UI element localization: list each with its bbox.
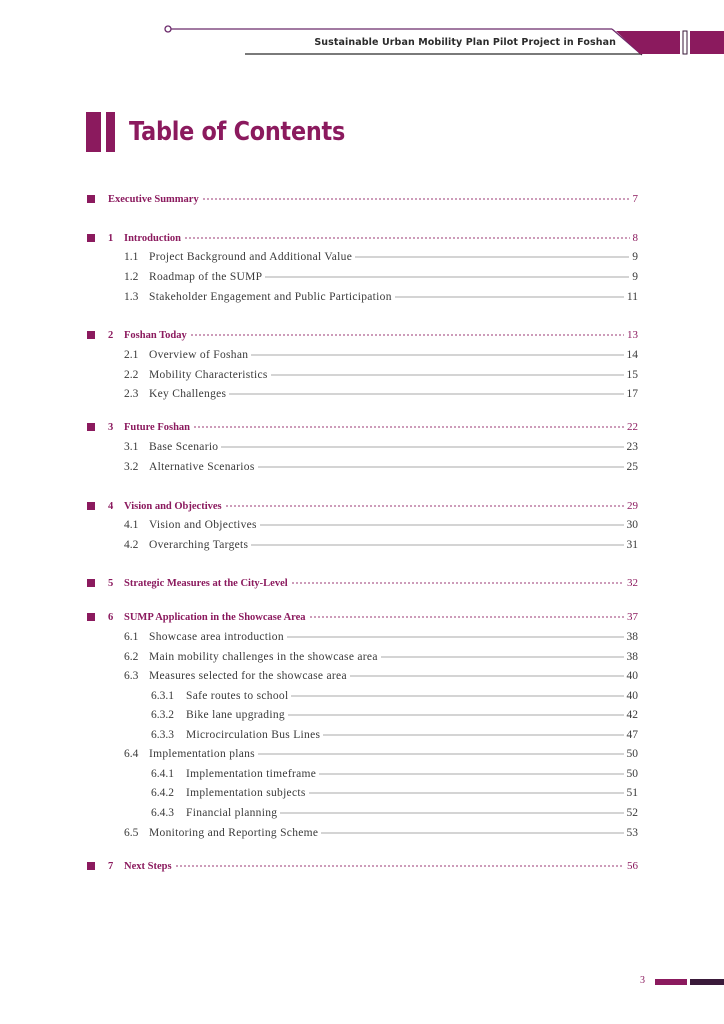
dot-leader (265, 276, 629, 278)
toc-entry[interactable] (0, 728, 724, 744)
toc-entry-line (124, 420, 638, 435)
toc-entry-page: 56 (627, 860, 638, 872)
toc-entry-title: Measures selected for the showcase area (149, 670, 347, 682)
toc-entry-line (149, 368, 638, 383)
dot-leader (251, 544, 623, 546)
toc-entry-page: 17 (626, 388, 638, 400)
toc-entry-line (149, 518, 638, 533)
toc-entry-page: 9 (632, 271, 638, 283)
toc-entry-title: Stakeholder Engagement and Public Participation (149, 291, 392, 303)
toc-entry-number: 6.5 (124, 827, 139, 839)
toc-entry-number: 3 (108, 422, 114, 433)
toc-entry-page: 15 (626, 369, 638, 381)
chapter-marker-icon (87, 195, 95, 203)
toc-entry[interactable] (0, 576, 724, 592)
toc-entry-page: 7 (632, 193, 638, 205)
toc-entry-title: Future Foshan (124, 422, 191, 433)
toc-entry-line (149, 747, 638, 762)
toc-entry-line (149, 387, 638, 402)
toc-entry-page: 53 (626, 827, 638, 839)
toc-entry-page: 14 (626, 349, 638, 361)
toc-entry-page: 47 (626, 729, 638, 741)
toc-entry-number: 1.3 (124, 291, 139, 303)
toc-entry[interactable] (0, 192, 724, 208)
dot-leader (309, 616, 624, 618)
dot-leader (319, 773, 623, 775)
toc-entry-number: 1.1 (124, 251, 139, 263)
toc-entry-line (124, 499, 638, 514)
dot-leader (395, 296, 624, 298)
toc-entry-number: 2.2 (124, 369, 139, 381)
toc-entry[interactable] (0, 368, 724, 384)
toc-entry-line (186, 806, 638, 821)
toc-entry-page: 42 (626, 709, 638, 721)
toc-entry-line (124, 576, 638, 591)
toc-entry-line (149, 460, 638, 475)
toc-entry[interactable] (0, 650, 724, 666)
dot-leader (225, 505, 624, 507)
toc-entry-number: 3.1 (124, 441, 139, 453)
toc-entry-line (186, 708, 638, 723)
toc-entry-page: 11 (626, 291, 638, 303)
toc-entry[interactable] (0, 708, 724, 724)
toc-entry-title: Main mobility challenges in the showcase area (149, 651, 378, 663)
dot-leader (190, 334, 624, 336)
toc-entry-page: 29 (627, 500, 638, 512)
dot-leader (291, 695, 623, 697)
toc-entry-title: Overview of Foshan (149, 349, 249, 361)
toc-entry[interactable] (0, 250, 724, 266)
toc-entry-page: 23 (626, 441, 638, 453)
header-decoration (0, 0, 724, 60)
footer-bar-decoration (655, 979, 724, 985)
toc-entry-number: 6 (108, 612, 114, 623)
toc-entry-number: 1.2 (124, 271, 139, 283)
chapter-marker-icon (87, 579, 95, 587)
toc-entry-title: Mobility Characteristics (149, 369, 268, 381)
toc-entry-page: 25 (626, 461, 638, 473)
dot-leader (291, 582, 624, 584)
toc-entry-line (149, 290, 638, 305)
toc-entry-line (149, 270, 638, 285)
toc-entry[interactable] (0, 440, 724, 456)
toc-entry-line (124, 328, 638, 343)
toc-entry-line (108, 192, 638, 207)
toc-entry-line (186, 786, 638, 801)
toc-entry[interactable] (0, 499, 724, 515)
toc-entry-page: 30 (626, 519, 638, 531)
toc-entry[interactable] (0, 630, 724, 646)
dot-leader (229, 393, 623, 395)
heading-bars-decoration (86, 112, 115, 152)
toc-entry-title: SUMP Application in the Showcase Area (124, 612, 306, 623)
toc-entry-number: 2 (108, 330, 114, 341)
toc-entry[interactable] (0, 610, 724, 626)
toc-entry-number: 6.3.1 (151, 690, 174, 702)
toc-entry[interactable] (0, 270, 724, 286)
toc-entry-title: Implementation timeframe (186, 768, 317, 780)
toc-entry-line (149, 348, 638, 363)
toc-entry-number: 6.1 (124, 631, 139, 643)
toc-entry-title: Showcase area introduction (149, 631, 284, 643)
toc-entry-number: 6.4.3 (151, 807, 174, 819)
toc-entry-title: Overarching Targets (149, 539, 249, 551)
toc-entry-page: 9 (632, 251, 638, 263)
toc-entry-line (149, 630, 638, 645)
toc-entry[interactable] (0, 538, 724, 554)
toc-entry[interactable] (0, 689, 724, 705)
toc-entry-number: 3.2 (124, 461, 139, 473)
toc-entry-title: Next Steps (124, 861, 172, 872)
toc-entry-page: 22 (627, 421, 638, 433)
dot-leader (221, 446, 623, 448)
toc-entry[interactable] (0, 806, 724, 822)
toc-entry-number: 4.1 (124, 519, 139, 531)
dot-leader (258, 753, 624, 755)
toc-entry-title: Base Scenario (149, 441, 219, 453)
toc-entry[interactable] (0, 348, 724, 364)
toc-entry-title: Safe routes to school (186, 690, 289, 702)
dot-leader (288, 714, 624, 716)
toc-entry[interactable] (0, 747, 724, 763)
page-number: 3 (640, 975, 645, 986)
toc-entry-page: 40 (626, 690, 638, 702)
page-title: Table of Contents (129, 117, 346, 147)
toc-entry[interactable] (0, 328, 724, 344)
dot-leader (323, 734, 623, 736)
toc-entry[interactable] (0, 669, 724, 685)
toc-entry[interactable] (0, 786, 724, 802)
toc-entry-title: Implementation plans (149, 748, 255, 760)
toc-entry-number: 6.2 (124, 651, 139, 663)
toc-entry[interactable] (0, 420, 724, 436)
toc-entry-number: 6.4.2 (151, 787, 174, 799)
toc-entry-line (149, 826, 638, 841)
toc-entry-number: 7 (108, 861, 114, 872)
toc-entry-number: 6.3.3 (151, 729, 174, 741)
dot-leader (251, 354, 623, 356)
toc-entry-page: 50 (626, 748, 638, 760)
toc-heading (86, 112, 380, 152)
dot-leader (321, 832, 623, 834)
toc-entry-line (149, 538, 638, 553)
dot-leader (202, 198, 630, 200)
toc-entry-page: 8 (632, 232, 638, 244)
toc-entry-title: Microcirculation Bus Lines (186, 729, 321, 741)
toc-entry-title: Strategic Measures at the City-Level (124, 578, 288, 589)
toc-entry-title: Executive Summary (108, 194, 199, 205)
toc-entry-line (124, 610, 638, 625)
dot-leader (309, 792, 624, 794)
dot-leader (381, 656, 624, 658)
toc-entry-line (149, 650, 638, 665)
toc-entry-number: 2.1 (124, 349, 139, 361)
toc-entry-line (149, 250, 638, 265)
toc-entry-number: 6.4.1 (151, 768, 174, 780)
chapter-marker-icon (87, 502, 95, 510)
toc-entry-page: 38 (626, 651, 638, 663)
toc-entry[interactable] (0, 387, 724, 403)
toc-entry-title: Introduction (124, 233, 181, 244)
dot-leader (184, 237, 630, 239)
toc-entry-line (186, 689, 638, 704)
chapter-marker-icon (87, 862, 95, 870)
chapter-marker-icon (87, 331, 95, 339)
toc-entry[interactable] (0, 826, 724, 842)
toc-entry-title: Vision and Objectives (124, 501, 222, 512)
toc-entry-number: 4.2 (124, 539, 139, 551)
toc-entry-page: 40 (626, 670, 638, 682)
dot-leader (355, 256, 629, 258)
toc-entry-line (149, 669, 638, 684)
toc-entry-page: 51 (626, 787, 638, 799)
toc-entry[interactable] (0, 767, 724, 783)
dot-leader (260, 524, 624, 526)
toc-entry-title: Alternative Scenarios (149, 461, 255, 473)
toc-entry-title: Foshan Today (124, 330, 187, 341)
toc-entry-page: 38 (626, 631, 638, 643)
toc-entry-title: Key Challenges (149, 388, 227, 400)
toc-entry-number: 2.3 (124, 388, 139, 400)
chapter-marker-icon (87, 423, 95, 431)
toc-entry-title: Project Background and Additional Value (149, 251, 353, 263)
dot-leader (175, 865, 624, 867)
toc-entry-title: Vision and Objectives (149, 519, 257, 531)
toc-entry-number: 4 (108, 501, 114, 512)
toc-entry-title: Monitoring and Reporting Scheme (149, 827, 319, 839)
dot-leader (287, 636, 624, 638)
dot-leader (271, 374, 624, 376)
toc-entry-page: 31 (626, 539, 638, 551)
chapter-marker-icon (87, 613, 95, 621)
toc-entry-line (124, 231, 638, 246)
toc-entry-number: 6.3.2 (151, 709, 174, 721)
toc-entry-line (124, 859, 638, 874)
toc-entry-line (149, 440, 638, 455)
header-title: Sustainable Urban Mobility Plan Pilot Project in Foshan (314, 37, 616, 48)
toc-entry-page: 32 (627, 577, 638, 589)
toc-entry-title: Roadmap of the SUMP (149, 271, 263, 283)
toc-entry-page: 37 (627, 611, 638, 623)
toc-entry-page: 13 (627, 329, 638, 341)
toc-entry[interactable] (0, 231, 724, 247)
toc-entry-number: 1 (108, 233, 114, 244)
dot-leader (350, 675, 624, 677)
toc-entry-line (186, 728, 638, 743)
toc-entry-title: Financial planning (186, 807, 278, 819)
toc-entry[interactable] (0, 290, 724, 306)
toc-entry-number: 6.3 (124, 670, 139, 682)
toc-entry[interactable] (0, 460, 724, 476)
toc-entry-page: 52 (626, 807, 638, 819)
dot-leader (193, 426, 624, 428)
toc-entry[interactable] (0, 518, 724, 534)
toc-entry-title: Implementation subjects (186, 787, 306, 799)
dot-leader (280, 812, 623, 814)
toc-entry-number: 6.4 (124, 748, 139, 760)
chapter-marker-icon (87, 234, 95, 242)
toc-entry-page: 50 (626, 768, 638, 780)
toc-entry[interactable] (0, 859, 724, 875)
toc-entry-title: Bike lane upgrading (186, 709, 285, 721)
toc-entry-line (186, 767, 638, 782)
dot-leader (258, 466, 624, 468)
toc-entry-number: 5 (108, 578, 114, 589)
